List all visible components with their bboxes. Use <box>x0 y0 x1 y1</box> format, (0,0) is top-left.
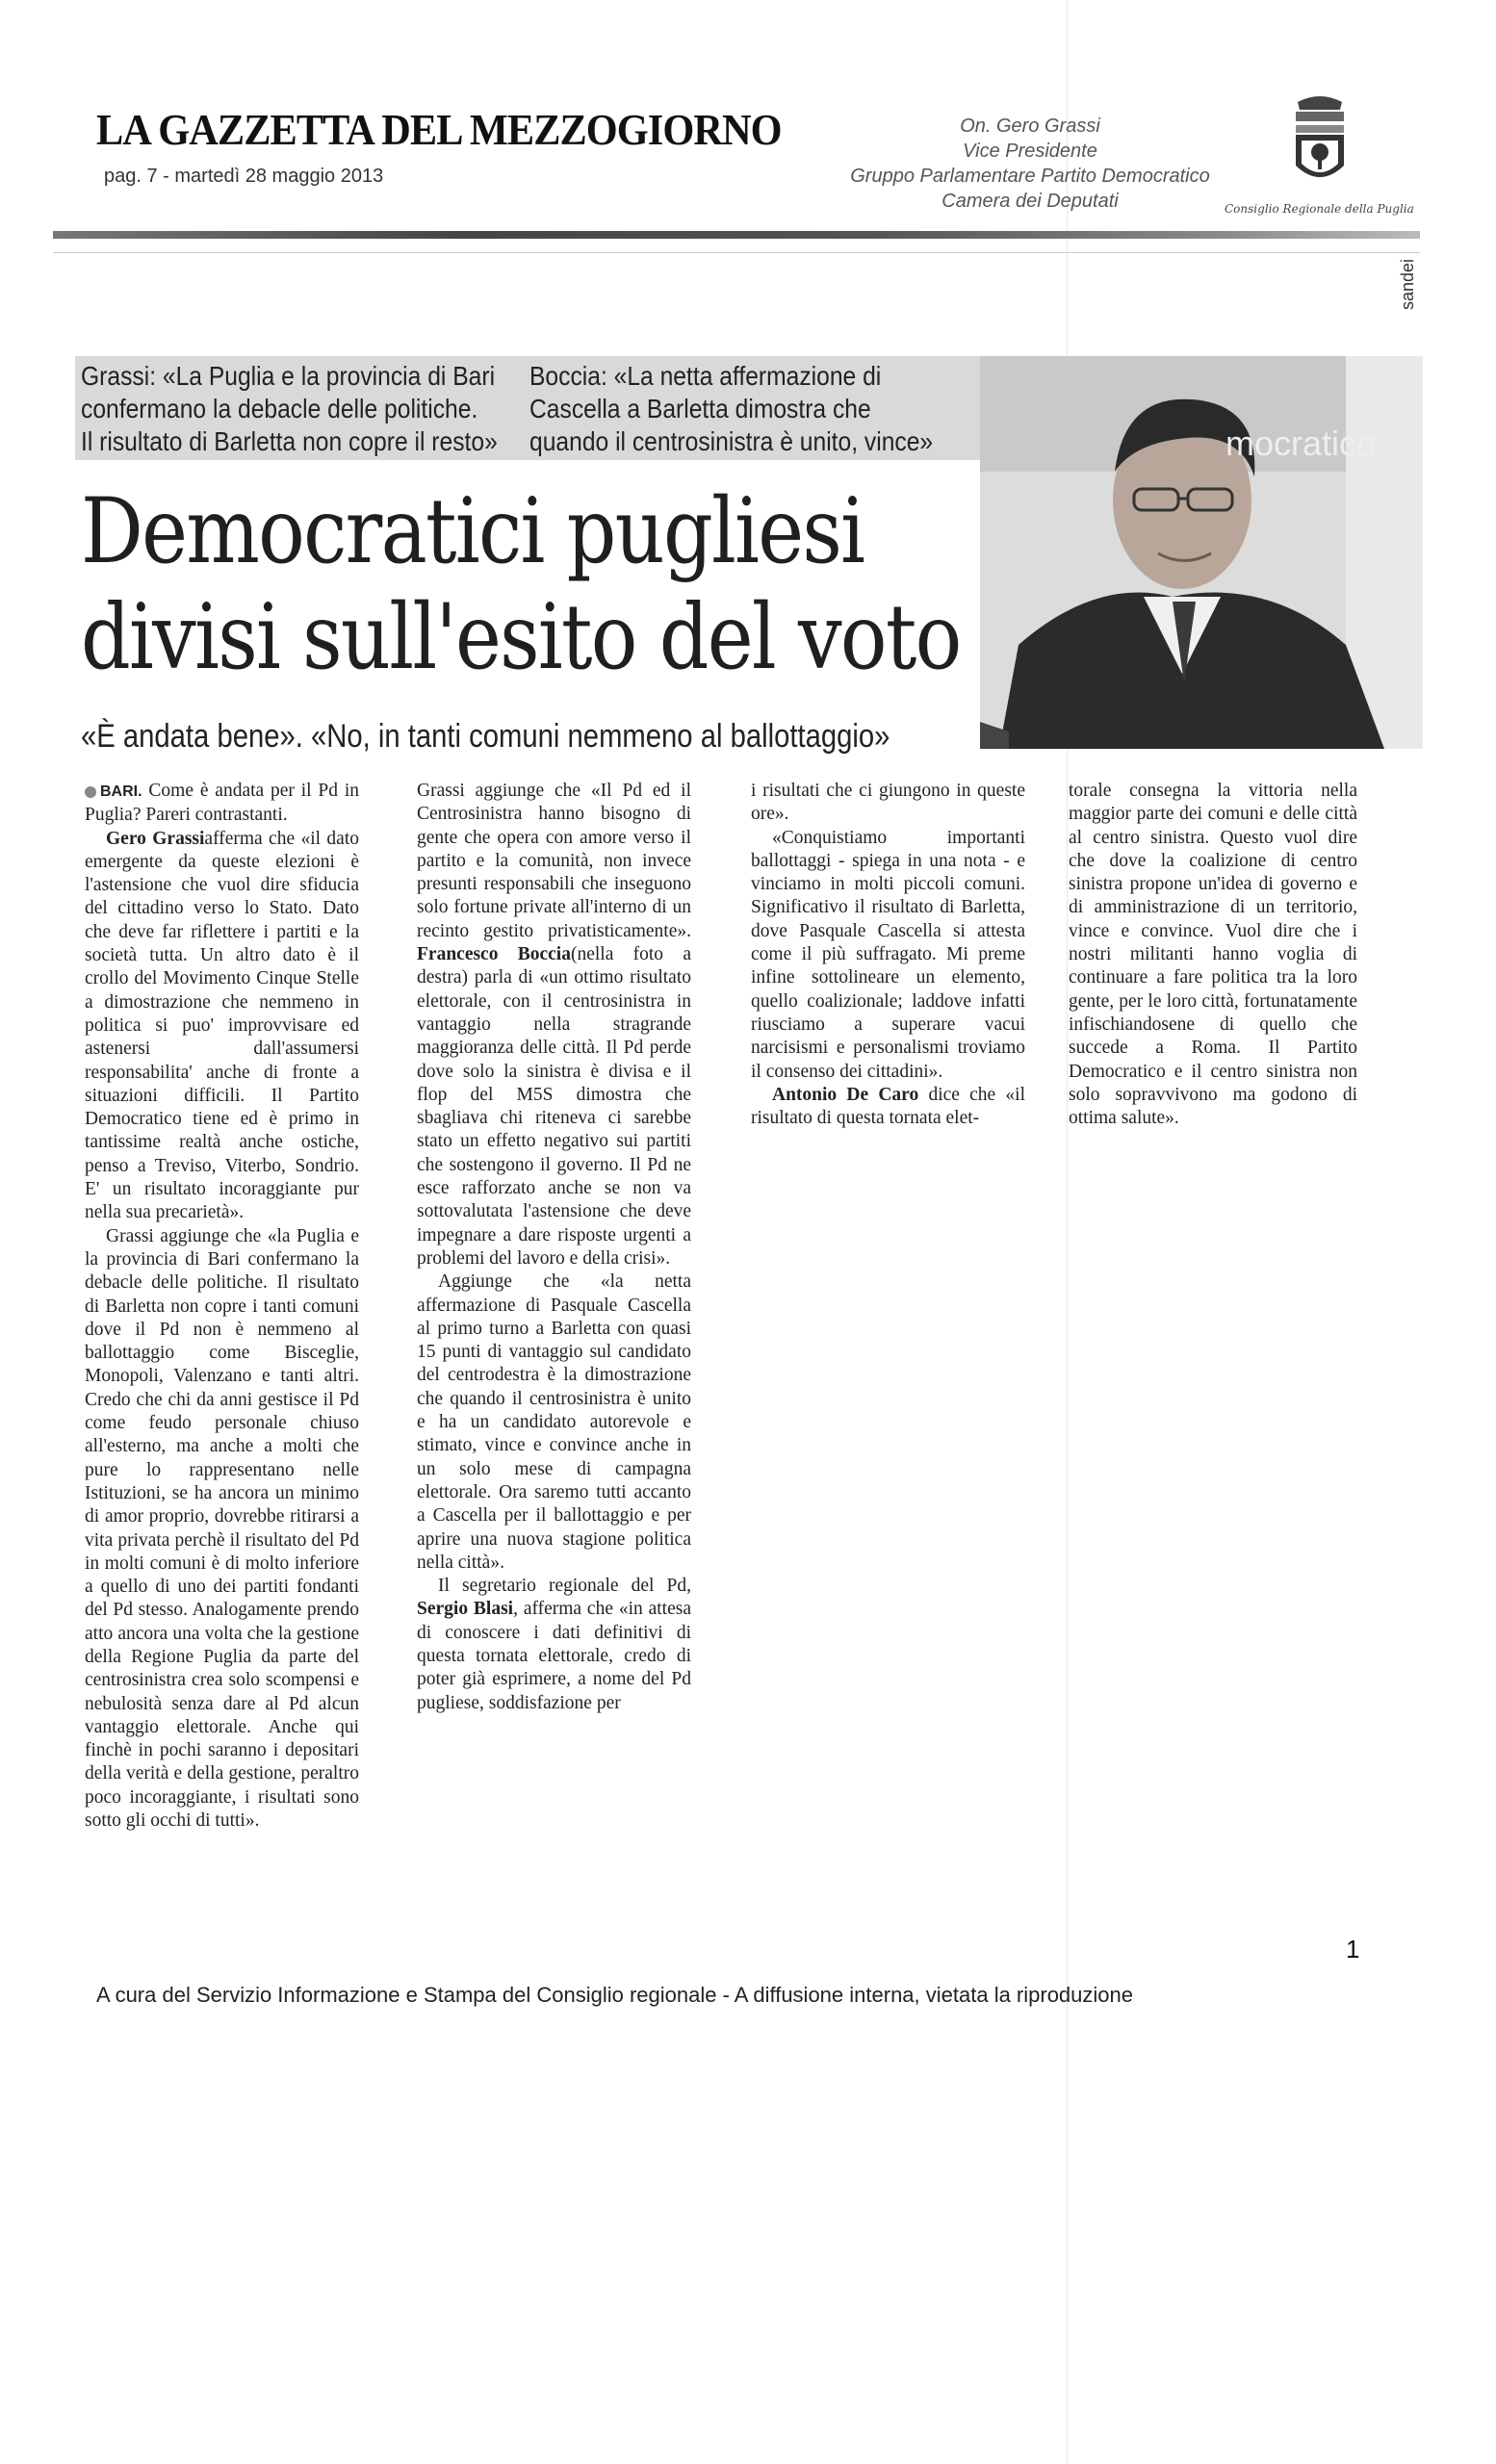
mp-line: Camera dei Deputati <box>941 191 1119 212</box>
paragraph-text: Il segretario regionale del Pd, <box>438 1576 691 1597</box>
paragraph-text: dice che «il risultato di questa tornata elet- <box>751 1084 1026 1129</box>
paragraph-text: Grassi aggiunge che «Il Pd ed il Centrosinistra hanno bisogno di gente che opera con amore verso il partito e la comunità, non invece presunti responsabili che inseguono solo fortune private all'interno di un recinto gestito privatisticamente». <box>417 781 691 941</box>
kicker-grassi <box>81 360 498 458</box>
headline-line: divisi sull'esito del voto <box>81 585 961 690</box>
kicker-line: Boccia: «La netta affermazione di <box>529 361 882 391</box>
paragraph: i risultati che ci giungono in queste ore». <box>751 781 1025 825</box>
person-name: Francesco Boccia <box>417 944 571 965</box>
kicker-boccia <box>529 360 933 458</box>
headline <box>81 479 961 691</box>
paragraph <box>85 828 359 1225</box>
regional-emblem-icon <box>1290 89 1350 194</box>
mp-line: Vice Presidente <box>963 141 1097 162</box>
footer-note: A cura del Servizio Informazione e Stampa del Consiglio regionale - A diffusione interna, vietata la riproduzione <box>96 1983 1134 2007</box>
paragraph: Grassi aggiunge che «la Puglia e la provincia di Bari confermano la debacle delle politiche. Il risultato di Barletta non copre i tanti comuni dove il Pd non è nemmeno al ballottaggio come Bisceglie, Monopoli, Valenzano e tanti altri. Credo che chi da anni gestisce il Pd come feudo personale chiuso all'esterno, ma anche a molti che pure lo rappresentano nelle Istituzioni, se ha ancora un minimo di amor proprio, dovrebbe ritirarsi a vita privata perchè il risultato del Pd in molti comuni è di molto inferiore a quello di uno dei partiti fondanti del Pd stesso. Analogamente prendo atto ancora una volta che la gestione della Regione Puglia da parte del centrosinistra crea solo scompensi e nebulosità senza dare al Pd alcun vantaggio elettorale. Anche qui finchè in pochi saranno i depositari della verità e della gestione, peraltro poco incoraggiante, i risultati sono sotto gli occhi di tutti». <box>85 1225 359 1832</box>
lead-text: Come è andata per il Pd in Puglia? Pareri contrastanti. <box>85 781 360 826</box>
paragraph <box>751 1084 1025 1131</box>
paragraph-text: (nella foto a destra) parla di «un ottimo risultato elettorale, con il centrosinistra in vantaggio nella stragrande maggioranza delle città. Il Pd perde dove solo la sinistra è divisa e il flop del M5S dimostra che sbagliava chi riteneva ci sarebbe stato un effetto negativo sui partiti che sostengono il governo. Il Pd ne esce rafforzato anche se non va sottovalutata l'astensione che deve impegnare a dare risposte urgenti a problemi del lavoro e della crisi». <box>417 944 691 1269</box>
article-column-1 <box>85 780 359 1833</box>
council-signature: Consiglio Regionale della Puglia <box>1225 202 1414 216</box>
article-column-2 <box>417 780 691 1715</box>
mp-line: On. Gero Grassi <box>960 116 1100 137</box>
portrait-image <box>980 356 1423 749</box>
paragraph-text: afferma che «il dato emergente da queste elezioni è l'astensione che vuol dire sfiducia del cittadino verso lo Stato. Dato che deve far riflettere i partiti e la società tutta. Un altro dato è il crollo del Movimento Cinque Stelle a dimostrazione che nemmeno in politica si puo' improvvisare ed astenersi dall'assumersi responsabilita' anche di fronte a situazioni difficili. Il Partito Democratico tiene ed è primo in tantissime realtà anche ostiche, penso a Treviso, Viterbo, Sondrio. E' un risultato incoraggiante pur nella sua precarietà». <box>85 828 360 1223</box>
article-column-3 <box>751 780 1025 1130</box>
headline-line: Democratici pugliesi <box>81 479 864 584</box>
paragraph <box>417 1575 691 1715</box>
article-column-4 <box>1069 780 1357 1130</box>
mp-stamp <box>828 114 1232 214</box>
paragraph: «Conquistiamo importanti ballottaggi - spiega in una nota - e vinciamo in molti piccoli comuni. Significativo il risultato di Barletta, dove Pasquale Cascella si attesta come il più suffragato. Mi preme infine sottolineare un elemento, quello coalizionale; laddove infatti riusciamo a superare vacui narcisismi e personalismi troviamo il consenso dei cittadini». <box>751 827 1025 1082</box>
person-name: Gero Grassi <box>106 828 205 849</box>
person-name: Antonio De Caro <box>772 1084 919 1105</box>
photo-backdrop-text: mocratico <box>1225 424 1377 463</box>
bullet-icon <box>85 786 96 798</box>
page-info: pag. 7 - martedì 28 maggio 2013 <box>104 166 384 187</box>
paragraph: torale consegna la vittoria nella maggior parte dei comuni e delle città al centro sinistra. Questo vuol dire che dove la coalizione di centro sinistra propone un'idea di governo e di amministrazione di un territorio, vince e convince. Vuol dire che i nostri militanti hanno voglia di continuare a fare politica tra la loro gente, per le loro città, fortunatamente infischiandosene di quello che succede a Roma. Il Partito Democratico e il centro sinistra non solo sopravvivono ma godono di ottima salute». <box>1069 781 1357 1129</box>
kicker-line: confermano la debacle delle politiche. <box>81 394 478 424</box>
dateline: BARI. <box>100 783 142 800</box>
header-rule <box>53 231 1420 239</box>
kicker-line: Il risultato di Barletta non copre il resto» <box>81 426 498 456</box>
mp-line: Gruppo Parlamentare Partito Democratico <box>850 166 1210 187</box>
subheadline: «È andata bene». «No, in tanti comuni nemmeno al ballottaggio» <box>81 718 890 755</box>
header-rule-thin <box>53 252 1420 253</box>
kicker-line: Grassi: «La Puglia e la provincia di Bari <box>81 361 496 391</box>
boccia-photo <box>980 356 1423 749</box>
paragraph <box>417 780 691 1270</box>
kicker-line: quando il centrosinistra è unito, vince» <box>529 426 934 456</box>
side-label: sandei <box>1398 258 1417 310</box>
paragraph-text: , afferma che «in attesa di conoscere i dati definitivi di questa tornata elettorale, credo di poter già esprimere, a nome del Pd pugliese, soddisfazione per <box>417 1599 691 1713</box>
newspaper-masthead: LA GAZZETTA DEL MEZZOGIORNO <box>96 105 782 154</box>
person-name: Sergio Blasi <box>417 1599 514 1620</box>
page-number: 1 <box>1346 1935 1360 1964</box>
paragraph <box>85 780 359 828</box>
kicker-line: Cascella a Barletta dimostra che <box>529 394 871 424</box>
paragraph: Aggiunge che «la netta affermazione di Pasquale Cascella al primo turno a Barletta con quasi 15 punti di vantaggio sul candidato del centrodestra è la dimostrazione che quando il centrosinistra è unito e ha un candidato autorevole e stimato, vince e convince anche in un solo mese di campagna elettorale. Ora saremo tutti accanto a Cascella per il ballottaggio e per aprire una nuova stagione politica nella città». <box>417 1271 691 1573</box>
